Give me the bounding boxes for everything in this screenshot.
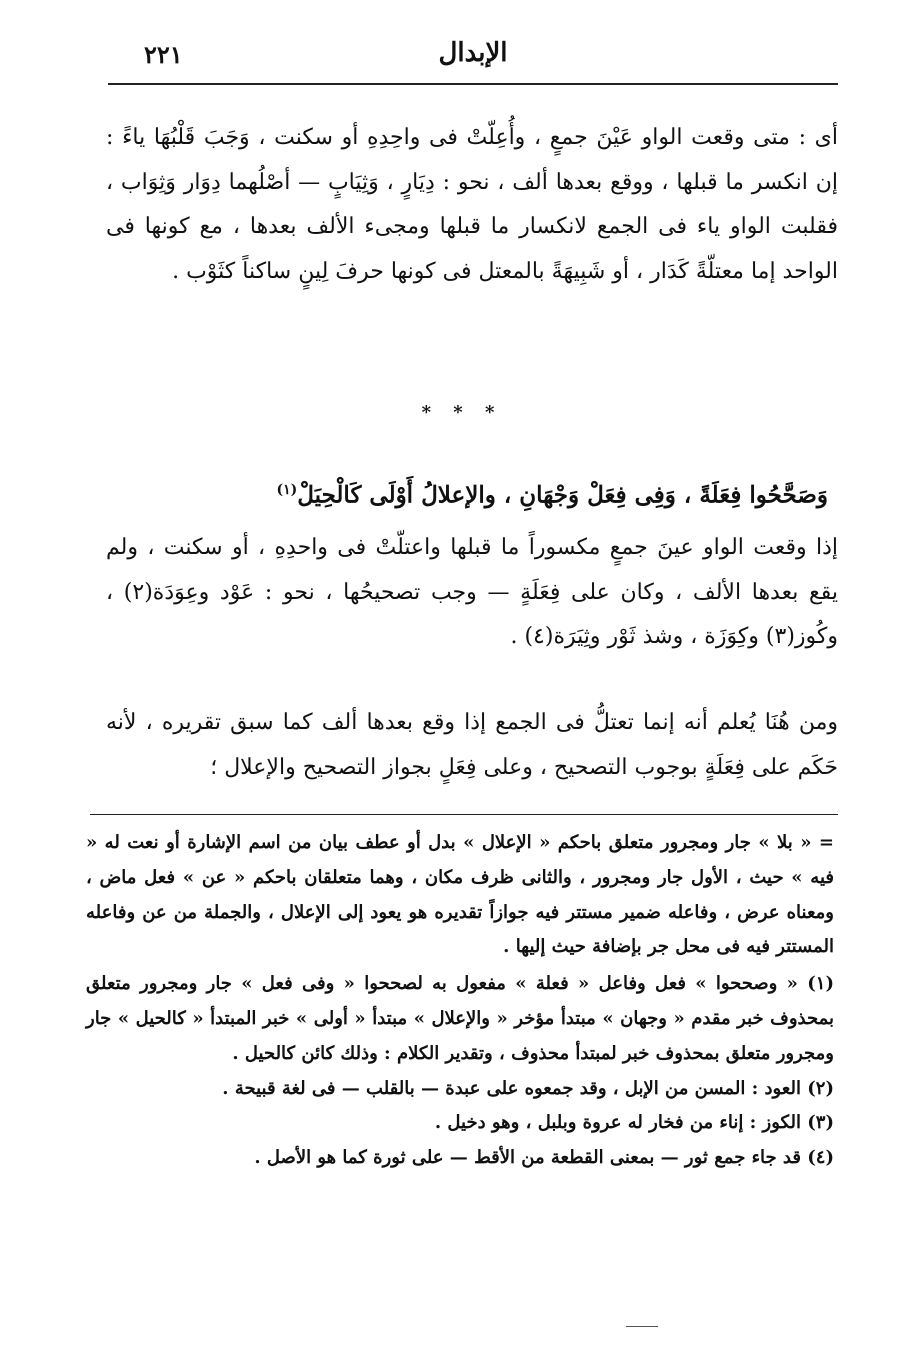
- paragraph-text: إذا وقعت الواو عينَ جمعٍ مكسوراً ما قبلها واعتلّتْ فى واحدِهِ ، أو سكنت ، ولم يقع بعدها الألف ، وكان على فِعَلَةٍ — وجب تصحيحُها ، نحو : عَوْد وعِوَدَة(٢) ، وكُوز(٣) وكِوَزَة ، وشذ ثَوْر وثِيَرَة(٤) .: [106, 535, 838, 649]
- paragraph-text: ومن هُنَا يُعلم أنه إنما تعتلُّ فى الجمع إذا وقع بعدها ألف كما سبق تقريره ، لأنه حَكَم على فِعَلَةٍ بوجوب التصحيح ، وعلى فِعَلٍ بجواز التصحيح والإعلال ؛: [106, 710, 838, 780]
- footnote-text: العود : المسن من الإبل ، وقد جمعوه على عبدة — بالقلب — فى لغة قبيحة .: [222, 1077, 801, 1099]
- body-paragraph-2: [106, 526, 838, 660]
- footnote-rule: [90, 814, 838, 815]
- footnote-2: [86, 1072, 834, 1107]
- verse-text: وَصَحَّحُوا فِعَلَةً ، وَفِى فِعَلْ وَجْهَانِ ، والإعلالُ أَوْلَى كَالْحِيَلْ: [297, 481, 828, 509]
- page-header: [108, 34, 838, 74]
- footnote-text: الكوز : إناء من فخار له عروة وبلبل ، وهو دخيل .: [434, 1112, 801, 1134]
- footnote-4: [86, 1141, 834, 1176]
- verse-line: [96, 468, 828, 518]
- running-title: الإبدال: [438, 38, 508, 68]
- footnote-text: « وصححوا » فعل وفاعل « فعلة » مفعول به لصححوا « وفى فعل » جار ومجرور متعلق بمحذوف خبر مقدم « وجهان » مبتدأ مؤخر « والإعلال » مبتدأ « أولى » خبر المبتدأ « كالحيل » جار ومجرور متعلق بمحذوف خبر لمبتدأ محذوف ، وتقدير الكلام : وذلك كائن كالحيل .: [86, 973, 834, 1064]
- footnote-3: [86, 1106, 834, 1141]
- body-paragraph-1: [106, 116, 838, 294]
- section-separator: * * *: [421, 402, 503, 423]
- footnote-number: (٣): [807, 1112, 834, 1134]
- bottom-mark: [626, 1326, 658, 1327]
- verse-note-marker: (١): [276, 482, 298, 498]
- body-paragraph-3: [106, 700, 838, 790]
- footnote-number: (١): [807, 973, 834, 995]
- footnote-1: [86, 967, 834, 1071]
- footnote-number: (٢): [807, 1077, 834, 1099]
- footnotes: [86, 826, 834, 1176]
- page-number: ٢٢١: [144, 40, 183, 69]
- footnote-number: (٤): [807, 1147, 834, 1169]
- footnote-text: قد جاء جمع ثور — بمعنى القطعة من الأقط — على ثورة كما هو الأصل .: [254, 1147, 801, 1169]
- header-rule: [108, 83, 838, 85]
- paragraph-text: أى : متى وقعت الواو عَيْنَ جمعٍ ، وأُعِلّتْ فى واحِدِهِ أو سكنت ، وَجَبَ قَلْبُهَا ياءً : إن انكسر ما قبلها ، ووقع بعدها ألف ، نحو : دِيَارٍ ، وَثِيَابٍ — أصْلُهما دِوَار وَثِوَاب ، فقلبت الواو ياء فى الجمع لانكسار ما قبلها ومجىء الألف بعدها ، مع كونها فى الواحد إما معتلّةً كَدَار ، أو شَبِيهَةً بالمعتل فى كونها حرفَ لِينٍ ساكناً كثَوْب .: [106, 125, 838, 284]
- footnote-continuation: = « بلا » جار ومجرور متعلق باحكم « الإعلال » بدل أو عطف بيان من اسم الإشارة أو نعت له « فيه » حيث ، الأول جار ومجرور ، والثانى ظرف مكان ، وهما متعلقان باحكم « عن » فعل ماض ، ومعناه عرض ، وفاعله ضمير مستتر فيه جوازاً تقديره هو يعود إلى الإعلال ، والجملة من عن وفاعله المستتر فيه فى محل جر بإضافة حيث إليها .: [86, 832, 834, 958]
